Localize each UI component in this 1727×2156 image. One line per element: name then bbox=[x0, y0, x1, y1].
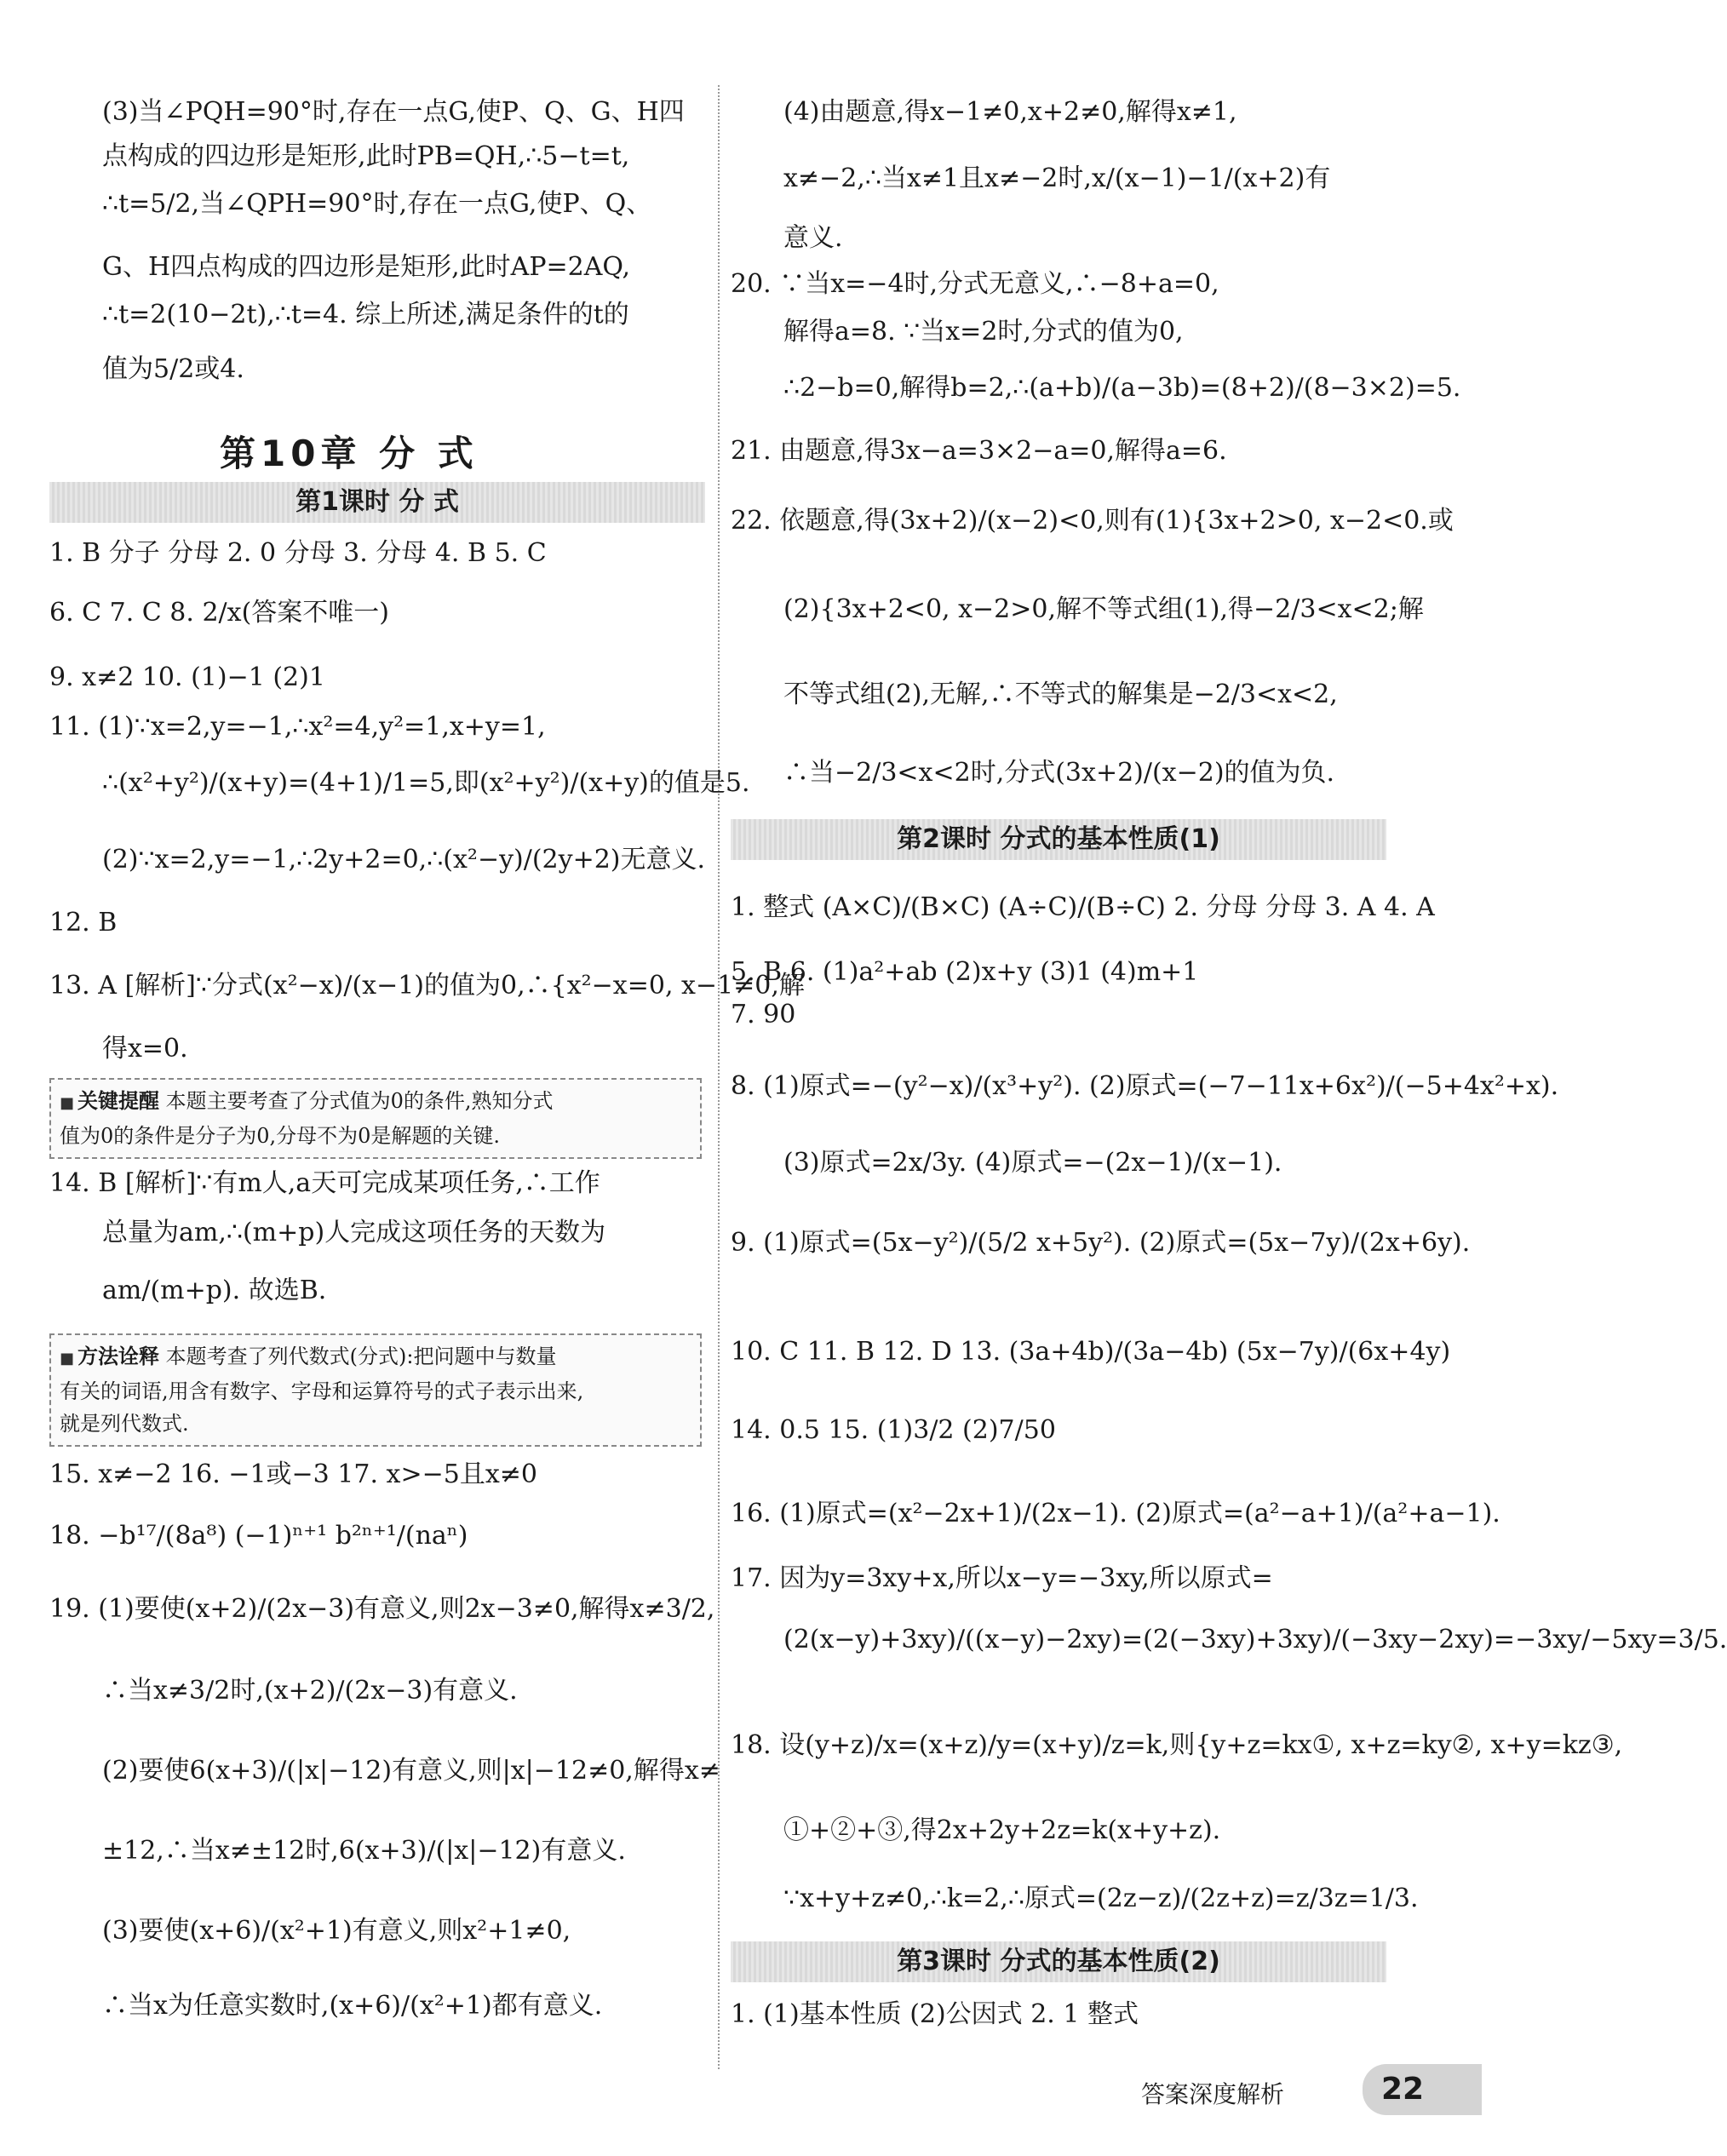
answer-line: (2)∵x=2,y=−1,∴2y+2=0,∴(x²−y)/(2y+2)无意义. bbox=[102, 845, 706, 874]
answer-line: (2)要使6(x+3)/(|x|−12)有意义,则|x|−12≠0,解得x≠ bbox=[102, 1756, 720, 1786]
method-box bbox=[49, 1333, 702, 1447]
answer-line: 总量为am,∴(m+p)人完成这项任务的天数为 bbox=[102, 1218, 606, 1247]
answer-line: 7. 90 bbox=[731, 1000, 796, 1029]
answer-line: 1. (1)基本性质 (2)公因式 2. 1 整式 bbox=[731, 1999, 1139, 2029]
text-line: ∴t=2(10−2t),∴t=4. 综上所述,满足条件的t的 bbox=[102, 300, 629, 330]
text-line: ∴当−2/3<x<2时,分式(3x+2)/(x−2)的值为负. bbox=[783, 758, 1335, 788]
text-line: G、H四点构成的四边形是矩形,此时AP=2AQ, bbox=[102, 252, 631, 282]
answer-line: 21. 由题意,得3x−a=3×2−a=0,解得a=6. bbox=[731, 436, 1227, 466]
answer-line: ∴当x为任意实数时,(x+6)/(x²+1)都有意义. bbox=[102, 1991, 603, 2021]
answer-line: ①+②+③,得2x+2y+2z=k(x+y+z). bbox=[783, 1815, 1221, 1845]
answer-line: ∴(x²+y²)/(x+y)=(4+1)/1=5,即(x²+y²)/(x+y)的值是5. bbox=[102, 768, 750, 798]
key-reminder-box bbox=[49, 1078, 702, 1159]
box-text: 本题考查了列代数式(分式):把问题中与数量 bbox=[165, 1345, 557, 1368]
answer-line: 1. B 分子 分母 2. 0 分母 3. 分母 4. B 5. C bbox=[49, 538, 547, 568]
answer-line: 20. ∵当x=−4时,分式无意义,∴−8+a=0, bbox=[731, 269, 1219, 299]
answer-line: 1. 整式 (A×C)/(B×C) (A÷C)/(B÷C) 2. 分母 分母 3. A 4. A bbox=[731, 892, 1435, 922]
answer-line: 得x=0. bbox=[102, 1034, 188, 1064]
answer-line: 14. B [解析]∵有m人,a天可完成某项任务,∴工作 bbox=[49, 1168, 600, 1198]
answer-line: 14. 0.5 15. (1)3/2 (2)7/50 bbox=[731, 1415, 1056, 1445]
answer-line: 12. B bbox=[49, 908, 118, 938]
answer-line: 11. (1)∵x=2,y=−1,∴x²=4,y²=1,x+y=1, bbox=[49, 712, 546, 742]
answer-line: 18. −b¹⁷/(8a⁸) (−1)ⁿ⁺¹ b²ⁿ⁺¹/(naⁿ) bbox=[49, 1521, 468, 1551]
lesson-header: 第2课时 分式的基本性质(1) bbox=[731, 819, 1386, 860]
answer-line: 18. 设(y+z)/x=(x+z)/y=(x+y)/z=k,则{y+z=kx①, x+z=ky②, x+y=kz③, bbox=[731, 1730, 1623, 1760]
chapter-title: 第10章 分 式 bbox=[220, 433, 479, 474]
text-line: x≠−2,∴当x≠1且x≠−2时,x/(x−1)−1/(x+2)有 bbox=[783, 163, 1331, 193]
text-line: ∴2−b=0,解得b=2,∴(a+b)/(a−3b)=(8+2)/(8−3×2)=5. bbox=[783, 373, 1461, 403]
answer-line: 19. (1)要使(x+2)/(2x−3)有意义,则2x−3≠0,解得x≠3/2, bbox=[49, 1594, 715, 1624]
answer-line: 9. (1)原式=(5x−y²)/(5/2 x+5y²). (2)原式=(5x−7y)/(2x+6y). bbox=[731, 1228, 1471, 1258]
text-line: (4)由题意,得x−1≠0,x+2≠0,解得x≠1, bbox=[783, 97, 1237, 127]
text-line: 不等式组(2),无解,∴不等式的解集是−2/3<x<2, bbox=[783, 679, 1338, 709]
text-line: 意义. bbox=[783, 223, 843, 253]
answer-line: ∴当x≠3/2时,(x+2)/(2x−3)有意义. bbox=[102, 1676, 518, 1706]
footer-label: 答案深度解析 bbox=[1141, 2080, 1285, 2108]
answer-line: 8. (1)原式=−(y²−x)/(x³+y²). (2)原式=(−7−11x+6x²)/(−5+4x²+x). bbox=[731, 1071, 1559, 1101]
text-line: ∴t=5/2,当∠QPH=90°时,存在一点G,使P、Q、 bbox=[102, 189, 652, 219]
answer-line: 15. x≠−2 16. −1或−3 17. x>−5且x≠0 bbox=[49, 1459, 537, 1489]
answer-line: (3)要使(x+6)/(x²+1)有意义,则x²+1≠0, bbox=[102, 1916, 571, 1946]
answer-line: (3)原式=2x/3y. (4)原式=−(2x−1)/(x−1). bbox=[783, 1148, 1282, 1178]
answer-line: 9. x≠2 10. (1)−1 (2)1 bbox=[49, 662, 325, 692]
lesson-header: 第1课时 分 式 bbox=[49, 482, 705, 523]
answer-line: 22. 依题意,得(3x+2)/(x−2)<0,则有(1){3x+2>0, x−2<0.或 bbox=[731, 506, 1454, 536]
answer-line: ∵x+y+z≠0,∴k=2,∴原式=(2z−z)/(2z+z)=z/3z=1/3. bbox=[783, 1884, 1419, 1913]
answer-line: 13. A [解析]∵分式(x²−x)/(x−1)的值为0,∴{x²−x=0, x−1≠0,解 bbox=[49, 971, 805, 1001]
answer-line: 6. C 7. C 8. 2/x(答案不唯一) bbox=[49, 598, 389, 628]
text-line: 解得a=8. ∵当x=2时,分式的值为0, bbox=[783, 317, 1184, 347]
answer-line: am/(m+p). 故选B. bbox=[102, 1276, 327, 1305]
page-number: 22 bbox=[1363, 2064, 1482, 2115]
text-line: (3)当∠PQH=90°时,存在一点G,使P、Q、G、H四 bbox=[102, 97, 685, 127]
box-tag: ■ 方法诠释 bbox=[60, 1345, 159, 1368]
lesson-header: 第3课时 分式的基本性质(2) bbox=[731, 1941, 1386, 1982]
box-text: 值为0的条件是分子为0,分母不为0是解题的关键. bbox=[60, 1124, 501, 1148]
answer-line: (2(x−y)+3xy)/((x−y)−2xy)=(2(−3xy)+3xy)/(−3xy−2xy)=−3xy/−5xy=3/5. bbox=[783, 1625, 1727, 1654]
answer-line: 16. (1)原式=(x²−2x+1)/(2x−1). (2)原式=(a²−a+1)/(a²+a−1). bbox=[731, 1499, 1500, 1528]
text-line: (2){3x+2<0, x−2>0,解不等式组(1),得−2/3<x<2;解 bbox=[783, 594, 1424, 624]
text-line: 值为5/2或4. bbox=[102, 354, 244, 384]
answer-line: 17. 因为y=3xy+x,所以x−y=−3xy,所以原式= bbox=[731, 1563, 1273, 1593]
answer-line: 5. B 6. (1)a²+ab (2)x+y (3)1 (4)m+1 bbox=[731, 957, 1199, 987]
box-text: 就是列代数式. bbox=[60, 1412, 189, 1436]
answer-line: ±12,∴当x≠±12时,6(x+3)/(|x|−12)有意义. bbox=[102, 1836, 626, 1866]
answer-line: 10. C 11. B 12. D 13. (3a+4b)/(3a−4b) (5x−7y)/(6x+4y) bbox=[731, 1337, 1451, 1367]
box-tag: ■ 关键提醒 bbox=[60, 1089, 159, 1113]
box-text: 本题主要考查了分式值为0的条件,熟知分式 bbox=[165, 1089, 554, 1113]
text-line: 点构成的四边形是矩形,此时PB=QH,∴5−t=t, bbox=[102, 141, 630, 171]
box-text: 有关的词语,用含有数字、字母和运算符号的式子表示出来, bbox=[60, 1379, 584, 1403]
